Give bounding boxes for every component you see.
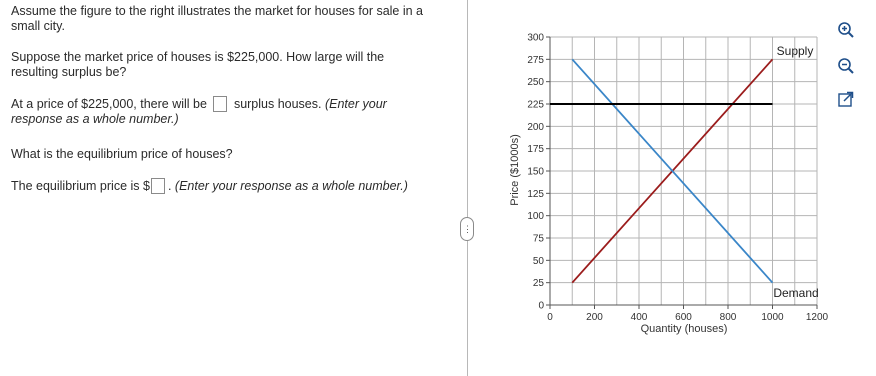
- q2-text: What is the equilibrium price of houses?: [11, 147, 233, 161]
- x-axis-label: Quantity (houses): [640, 323, 728, 335]
- demand-curve-label: Demand: [773, 286, 819, 300]
- answer1-hint-1: (Enter your: [324, 97, 387, 111]
- y-tick-label: 250: [527, 77, 544, 89]
- zoom-in-icon: [837, 21, 855, 39]
- y-axis-label: Price ($1000s): [509, 134, 521, 206]
- y-tick-label: 150: [527, 166, 544, 178]
- drag-handle-icon: ⋮: [463, 223, 471, 234]
- answer1-hint-2: response as a whole number.): [11, 112, 179, 126]
- y-tick-label: 300: [527, 32, 544, 44]
- y-tick-label: 25: [532, 278, 544, 290]
- x-tick-labels: [547, 305, 828, 323]
- x-tick-label: 0: [547, 312, 553, 323]
- x-tick-label: 200: [586, 312, 603, 323]
- x-tick-label: 1200: [805, 312, 829, 323]
- y-tick-label: 100: [527, 211, 544, 223]
- answer2-row: The equilibrium price is $ . (Enter your response as a whole number.): [11, 179, 408, 193]
- zoom-out-button[interactable]: [837, 57, 855, 75]
- zoom-in-button[interactable]: [837, 21, 855, 39]
- y-tick-labels: [527, 33, 550, 312]
- x-tick-label: 400: [630, 312, 648, 323]
- y-tick-label: 0: [538, 300, 544, 312]
- q1-line-1: Suppose the market price of houses is $225,000. How large will the: [11, 50, 385, 64]
- q1-line-2: resulting surplus be?: [11, 65, 127, 79]
- y-tick-label: 200: [527, 121, 544, 133]
- answer1-suffix: surplus houses.: [233, 97, 322, 111]
- zoom-out-icon: [837, 57, 855, 75]
- x-tick-label: 600: [675, 312, 692, 323]
- intro-line-2: small city.: [11, 19, 65, 33]
- y-tick-label: 275: [527, 54, 544, 66]
- y-tick-label: 75: [532, 233, 544, 245]
- popout-button[interactable]: [837, 90, 855, 108]
- y-tick-label: 175: [527, 144, 544, 156]
- popout-icon: [837, 90, 855, 108]
- x-tick-label: 1000: [761, 312, 784, 323]
- supply-curve-label: Supply: [776, 44, 814, 58]
- answer1-prefix: At a price of $225,000, there will be: [11, 97, 207, 111]
- answer2-prefix: The equilibrium price is $: [11, 179, 150, 193]
- intro-line-1: Assume the figure to the right illustrates the market for houses for sale in a: [11, 4, 424, 18]
- y-tick-label: 50: [532, 255, 544, 267]
- y-tick-label: 225: [527, 99, 544, 111]
- y-tick-label: 125: [527, 188, 544, 200]
- answer2-hint: (Enter your response as a whole number.): [174, 179, 408, 193]
- x-tick-label: 800: [719, 312, 737, 323]
- chart-grid: [550, 37, 817, 305]
